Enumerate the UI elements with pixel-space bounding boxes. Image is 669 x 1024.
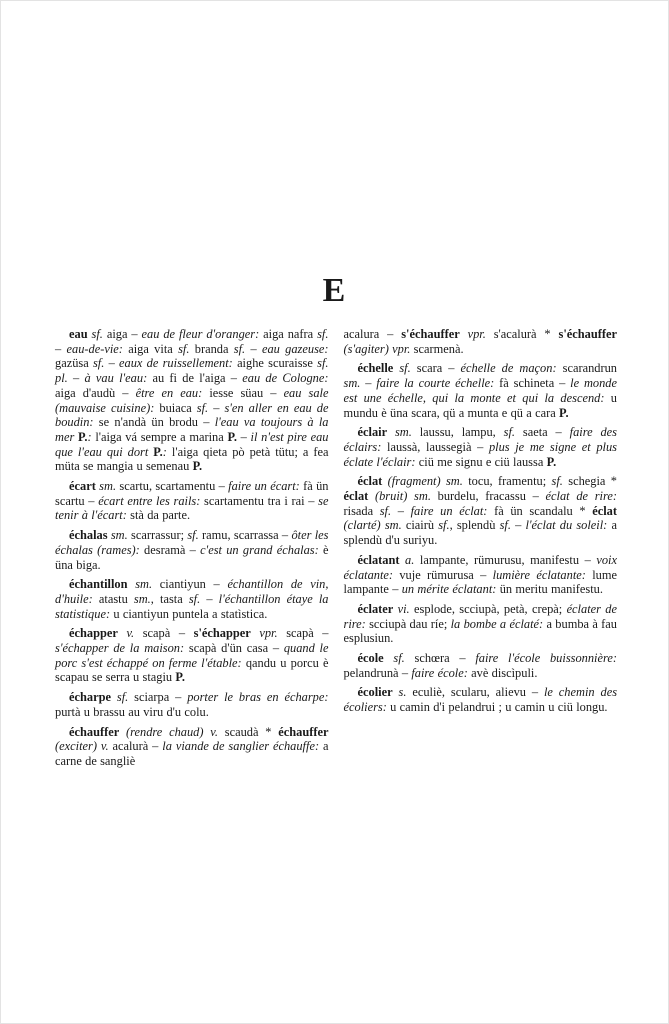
section-letter-heading: E xyxy=(322,272,347,309)
text-columns xyxy=(0,310,669,774)
dictionary-entry: eau sf. aiga – eau de fleur d'oranger: aiga nafra sf. – eau-de-vie: aiga vita sf. branda sf. – eau gazeuse: gazüsa sf. – eaux de ruissellement: aighe scuraisse sf. pl. – à vau l'eau: au fi de l'aiga – eau de Cologne: aiga d'audù – être en eau: iesse süau – eau sale (mauvaise cuisine): buiaca sf. – s'en aller en eau de boudin: se n'andà ün brodu – l'eau va toujours à la mer P.: l'aiga vá sempre a marina P. – il n'est pire eau que l'eau qui dort P.: l'aiga qieta pò petà tütu; a fea müta se mangia u semenau P. xyxy=(55,327,329,474)
dictionary-column-left xyxy=(55,327,329,774)
dictionary-entry: écolier s. eculiè, scularu, alievu – le chemin des écoliers: u camin d'i pelandrui ; u camin u ciü longu. xyxy=(343,685,618,715)
dictionary-entry: échelle sf. scara – échelle de maçon: scarandrun sm. – faire la courte échelle: fà schineta – le monde est une échelle, qui la monte et qui la descend: u mundu è üna scara, qü a munta e qü a cara P. xyxy=(343,361,618,420)
dictionary-entry: échantillon sm. ciantiyun – échantillon de vin, d'huile: atastu sm., tasta sf. – l'échantillon étaye la statistique: u ciantiyun puntela a statìstica. xyxy=(55,577,329,621)
dictionary-entry: écharpe sf. sciarpa – porter le bras en écharpe: purtà u brassu au viru d'u colu. xyxy=(55,690,329,719)
dictionary-column-right xyxy=(344,327,618,774)
dictionary-entry: éclair sm. laussu, lampu, sf. saeta – faire des éclairs: laussà, laussegià – plus je me signe et plus éclate l'éclair: ciü me signu e ciü laussa P. xyxy=(343,425,617,469)
dictionary-entry: éclatant a. lampante, rümurusu, manifestu – voix éclatante: vuje rümurusa – lumière éclatante: lume lampante – un mérite éclatant: ün meritu manifestu. xyxy=(343,552,617,597)
dictionary-entry: échalas sm. scarrassur; sf. ramu, scarrassa – ôter les échalas (rames): desramà – c'est un grand échalas: è üna biga. xyxy=(55,528,329,572)
dictionary-entry: écart sm. scartu, scartamentu – faire un écart: fà ün scartu – écart entre les rails: scartamentu tra i rai – se tenir à l'écart: stà da parte. xyxy=(55,479,329,523)
dictionary-entry: éclater vi. esplode, scciupà, petà, crepà; éclater de rire: scciupà dau ríe; la bombe a éclaté: a bumba à fau esplusiun. xyxy=(343,601,617,646)
dictionary-entry: école sf. schœra – faire l'école buissonnière: pelandrunà – faire école: avè discìpuli. xyxy=(343,651,617,680)
dictionary-entry: échauffer (rendre chaud) v. scaudà * échauffer (exciter) v. acalurà – la viande de sanglier échauffe: a carne de sangliè xyxy=(55,724,329,768)
dictionary-entry: échapper v. scapà – s'échapper vpr. scapà – s'échapper de la maison: scapà d'ün casa – quand le porc s'est échappé on ferme l'étable: qandu u porcu è scapau se serra u stagiu P. xyxy=(55,626,329,685)
dictionary-entry: éclat (fragment) sm. tocu, framentu; sf. schegia * éclat (bruit) sm. burdelu, fracassu – éclat de rire: risada sf. – faire un éclat: fà ün scandalu * éclat (clarté) sm. ciairù sf., splendù sf. – l'éclat du soleil: a splendù d'u suriyu. xyxy=(343,474,617,548)
dictionary-entry: acalura – s'échauffer vpr. s'acalurà * s'échauffer (s'agiter) vpr. scarmenà. xyxy=(343,327,617,356)
